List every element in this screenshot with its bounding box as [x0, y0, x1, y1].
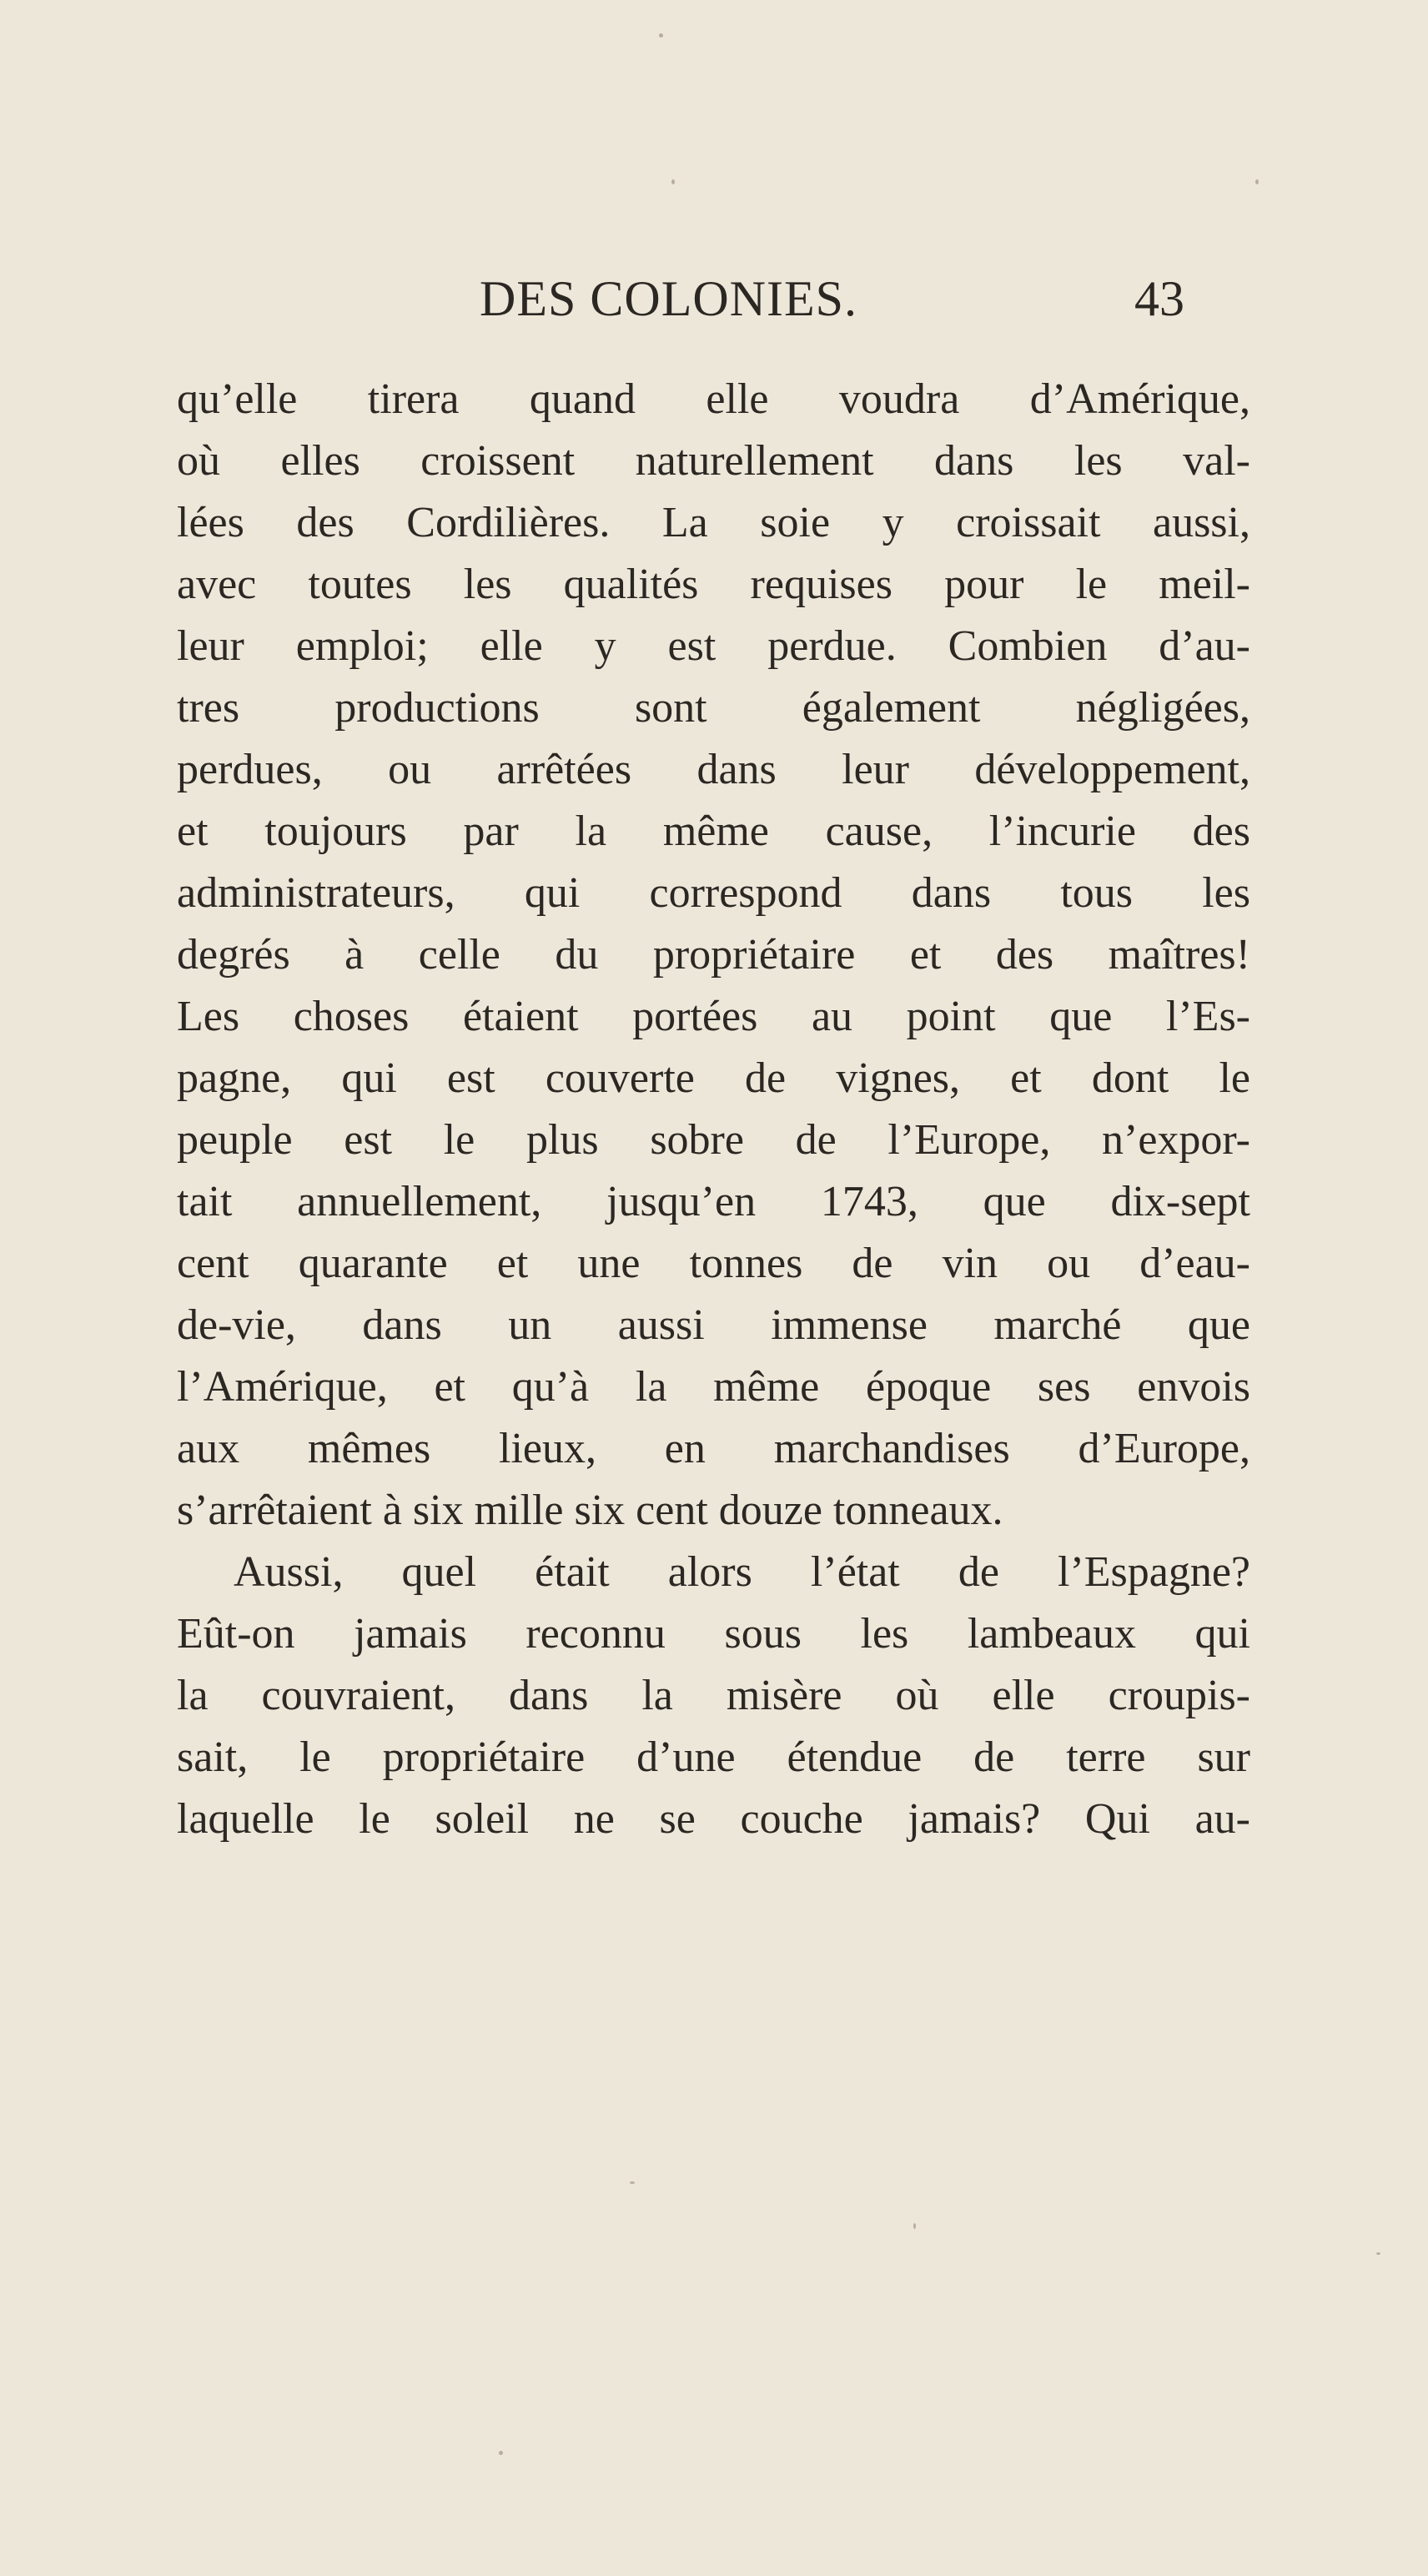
- text-line: tres productions sont également négligées,: [177, 684, 1250, 732]
- paper-speck: [499, 2451, 503, 2455]
- text-line: leur emploi; elle y est perdue. Combien d’au-: [177, 622, 1250, 670]
- text-line: où elles croissent naturellement dans les val-: [177, 437, 1250, 485]
- text-line: lées des Cordilières. La soie y croissait aussi,: [177, 499, 1250, 546]
- text-line: pagne, qui est couverte de vignes, et dont le: [177, 1054, 1250, 1102]
- paper-speck: [1255, 179, 1259, 184]
- text-line: cent quarante et une tonnes de vin ou d’eau-: [177, 1240, 1250, 1287]
- text-line: degrés à celle du propriétaire et des maîtres!: [177, 931, 1250, 979]
- paragraph-end-line: s’arrêtaient à six mille six cent douze tonneaux.: [177, 1487, 1003, 1534]
- text-line: laquelle le soleil ne se couche jamais? Qui au-: [177, 1795, 1250, 1843]
- text-line: qu’elle tirera quand elle voudra d’Amérique,: [177, 375, 1250, 423]
- text-line: peuple est le plus sobre de l’Europe, n’expor-: [177, 1116, 1250, 1164]
- text-line: perdues, ou arrêtées dans leur développement,: [177, 746, 1250, 793]
- text-line: l’Amérique, et qu’à la même époque ses envois: [177, 1363, 1250, 1411]
- text-line: administrateurs, qui correspond dans tous les: [177, 869, 1250, 917]
- text-line: Eût-on jamais reconnu sous les lambeaux qui: [177, 1610, 1250, 1658]
- text-line: aux mêmes lieux, en marchandises d’Europe,: [177, 1425, 1250, 1472]
- running-title: DES COLONIES.: [480, 271, 858, 326]
- paper-speck: [630, 2181, 635, 2184]
- page-number: 43: [1134, 271, 1184, 326]
- paper-speck: [671, 179, 675, 184]
- text-line: Les choses étaient portées au point que l’Es-: [177, 993, 1250, 1040]
- text-line: sait, le propriétaire d’une étendue de terre sur: [177, 1733, 1250, 1781]
- paper-speck: [659, 33, 663, 38]
- text-line: avec toutes les qualités requises pour le meil-: [177, 561, 1250, 608]
- text-line: tait annuellement, jusqu’en 1743, que dix-sept: [177, 1178, 1250, 1225]
- paper-speck: [913, 2223, 916, 2229]
- paper-speck: [1376, 2252, 1380, 2255]
- page-header: [0, 265, 1428, 332]
- text-line: de-vie, dans un aussi immense marché que: [177, 1301, 1250, 1349]
- text-line: et toujours par la même cause, l’incurie des: [177, 808, 1250, 855]
- body-text: [177, 369, 1250, 1850]
- paragraph-start-line: Aussi, quel était alors l’état de l’Espagne?: [234, 1548, 1250, 1596]
- text-line: la couvraient, dans la misère où elle croupis-: [177, 1672, 1250, 1719]
